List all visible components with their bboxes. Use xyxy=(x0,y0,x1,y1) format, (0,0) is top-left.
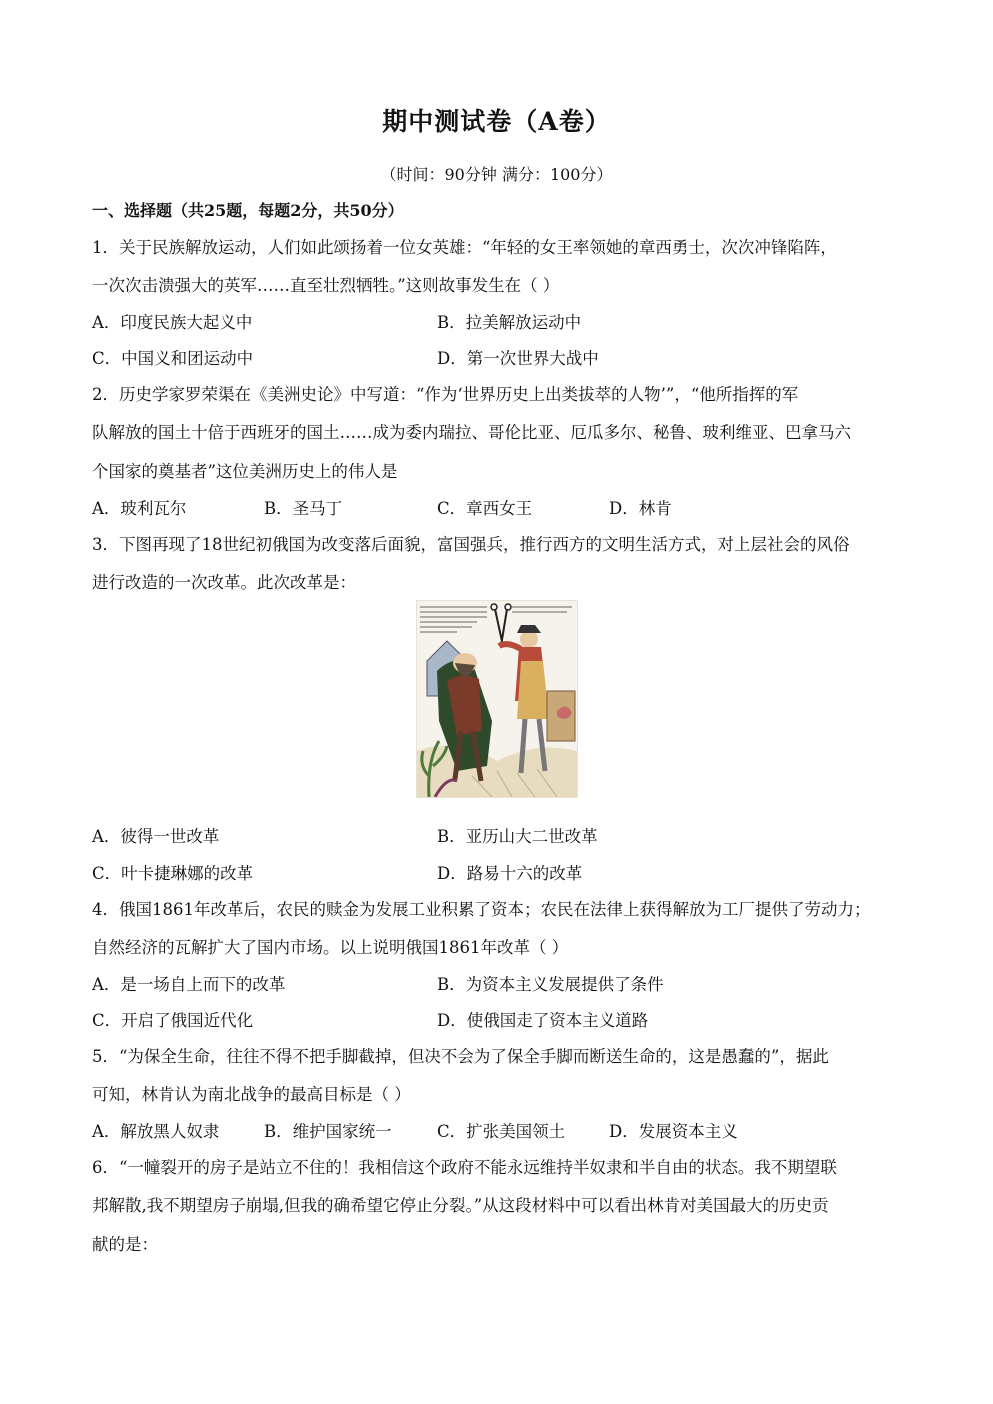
question-3-option-d: D．路易十六的改革 xyxy=(437,864,583,883)
question-6-line-2: 邦解散,我不期望房子崩塌,但我的确希望它停止分裂。”从这段材料中可以看出林肯对美国最大的历史贡 xyxy=(92,1196,829,1215)
page-title: 期中测试卷（A卷） xyxy=(382,107,611,136)
question-5-line-1: 5．“为保全生命，往往不得不把手脚截掉，但决不会为了保全手脚而断送生命的，这是愚蠢的”，据此 xyxy=(92,1047,829,1066)
question-2-line-1: 2．历史学家罗荣渠在《美洲史论》中写道：“作为‘世界历史上出类拔萃的人物’”，“他所指挥的军 xyxy=(92,385,799,404)
lubok-illustration xyxy=(416,600,578,798)
question-2-option-a: A．玻利瓦尔 xyxy=(92,499,187,518)
question-1-option-b: B．拉美解放运动中 xyxy=(437,313,582,332)
question-6-line-1: 6．“一幢裂开的房子是站立不住的！我相信这个政府不能永远维持半奴隶和半自由的状态。我不期望联 xyxy=(92,1158,837,1177)
question-4-line-2: 自然经济的瓦解扩大了国内市场。以上说明俄国1861年改革（ ） xyxy=(92,938,569,957)
question-3-option-b: B．亚历山大二世改革 xyxy=(437,827,598,846)
barber-cutting-beard-illustration xyxy=(417,601,577,797)
question-3-line-2: 进行改造的一次改革。此次改革是： xyxy=(92,573,356,592)
question-2-line-3: 个国家的奠基者”这位美洲历史上的伟人是 xyxy=(92,462,398,481)
question-1-option-c: C．中国义和团运动中 xyxy=(92,349,254,368)
question-1-option-d: D．第一次世界大战中 xyxy=(437,349,599,368)
question-2-option-c: C．章西女王 xyxy=(437,499,533,518)
exam-info: （时间：90分钟 满分：100分） xyxy=(380,165,613,184)
question-4-line-1: 4．俄国1861年改革后，农民的赎金为发展工业积累了资本；农民在法律上获得解放为工厂提供了劳动力； xyxy=(92,900,871,919)
question-4-option-b: B．为资本主义发展提供了条件 xyxy=(437,975,664,994)
question-5-option-a: A．解放黑人奴隶 xyxy=(92,1122,220,1141)
question-1-line-1: 1．关于民族解放运动，人们如此颂扬着一位女英雄：“年轻的女王率领她的章西勇士，次次冲锋陷阵， xyxy=(92,238,837,257)
question-2-option-b: B．圣马丁 xyxy=(264,499,343,518)
question-2-line-2: 队解放的国土十倍于西班牙的国土……成为委内瑞拉、哥伦比亚、厄瓜多尔、秘鲁、玻利维亚、巴拿马六 xyxy=(92,423,851,442)
question-5-option-b: B．维护国家统一 xyxy=(264,1122,392,1141)
section-heading: 一、选择题（共25题，每题2分，共50分） xyxy=(92,201,404,220)
question-6-line-3: 献的是： xyxy=(92,1235,158,1254)
question-1-line-2: 一次次击溃强大的英军……直至壮烈牺牲。”这则故事发生在（ ） xyxy=(92,276,560,295)
question-2-option-d: D．林肯 xyxy=(609,499,672,518)
question-5-option-d: D．发展资本主义 xyxy=(609,1122,738,1141)
question-4-option-a: A．是一场自上而下的改革 xyxy=(92,975,286,994)
question-3-option-c: C．叶卡捷琳娜的改革 xyxy=(92,864,254,883)
question-1-option-a: A．印度民族大起义中 xyxy=(92,313,253,332)
question-4-option-d: D．使俄国走了资本主义道路 xyxy=(437,1011,649,1030)
question-5-option-c: C．扩张美国领土 xyxy=(437,1122,566,1141)
question-3-option-a: A．彼得一世改革 xyxy=(92,827,220,846)
question-3-line-1: 3．下图再现了18世纪初俄国为改变落后面貌，富国强兵，推行西方的文明生活方式，对上层社会的风俗 xyxy=(92,535,850,554)
question-4-option-c: C．开启了俄国近代化 xyxy=(92,1011,254,1030)
question-5-line-2: 可知，林肯认为南北战争的最高目标是（ ） xyxy=(92,1085,411,1104)
